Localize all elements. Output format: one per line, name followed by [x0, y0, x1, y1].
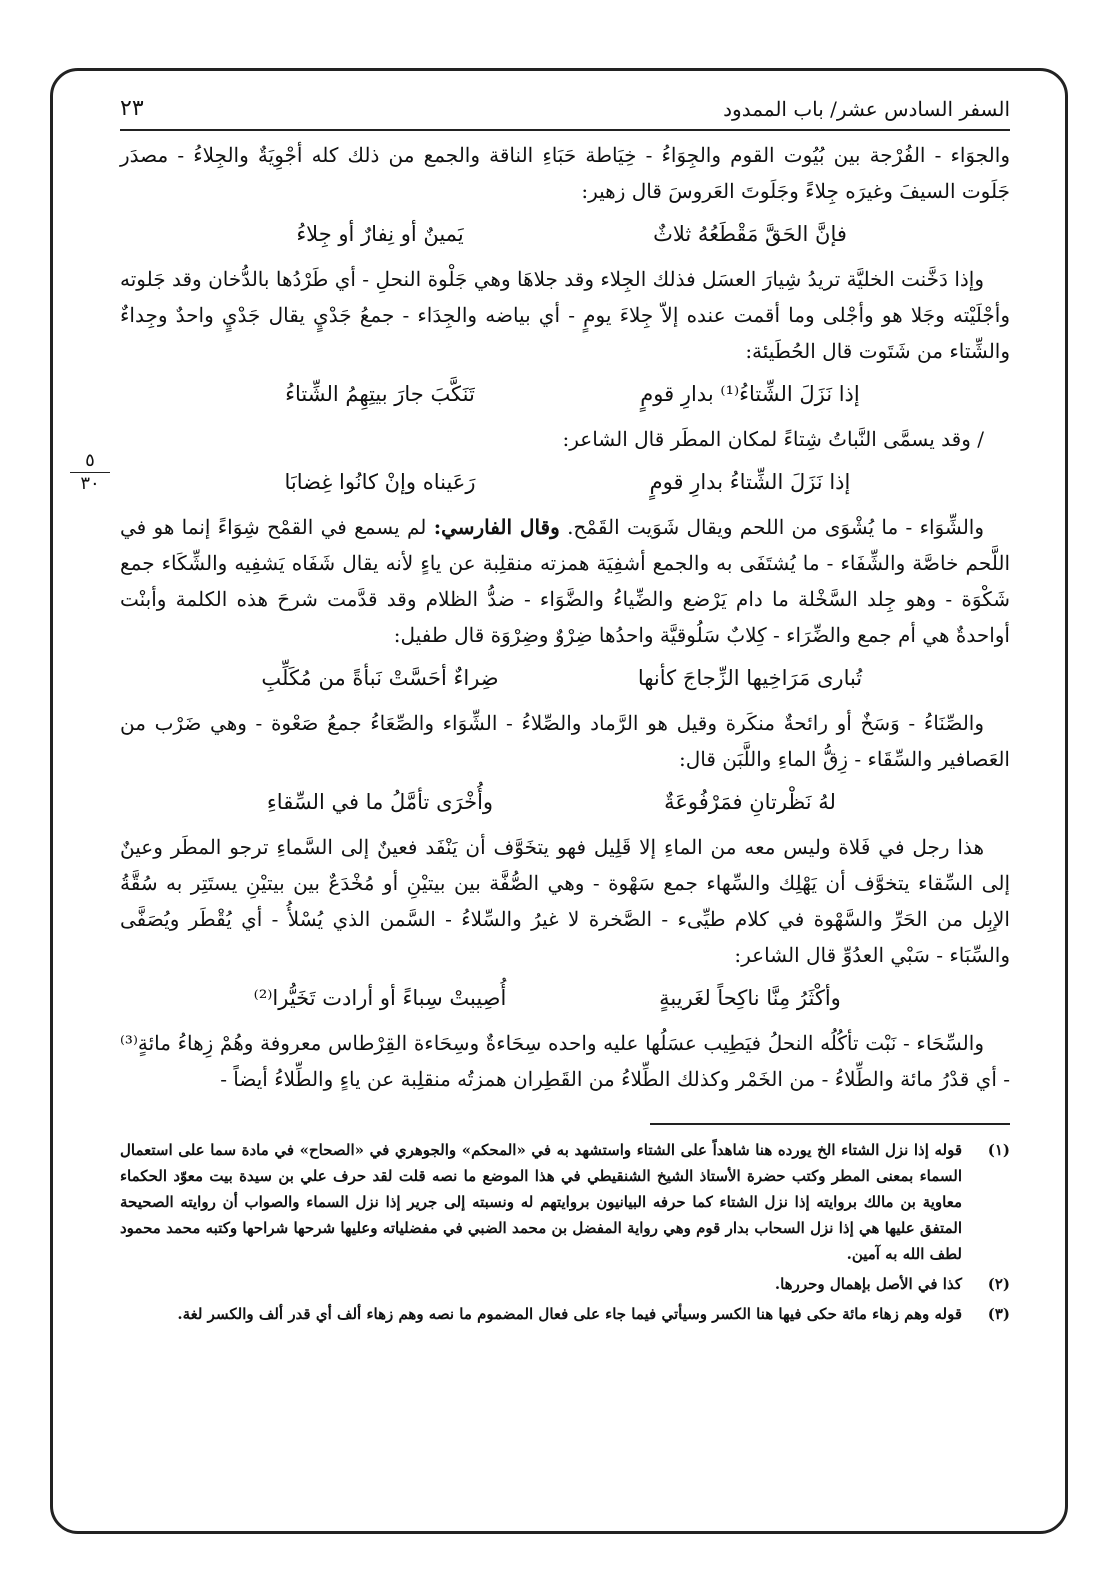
footnotes — [120, 1137, 1010, 1327]
verse-first-hemistich: وأكْثَرُ مِنَّا ناكِحاً لغَريبةٍ — [659, 986, 841, 1010]
verse-second-hemistich: أُصِيبتْ سِباءً أو أرادت تَخَيُّرا⁽²⁾ — [253, 986, 507, 1010]
verse-first-hemistich: تُبارى مَرَاخِيها الزِّجاجَ كأنها — [637, 666, 863, 690]
paragraph: والصِّنَاءُ - وَسَخٌ أو رائحةٌ منكَرة وقيل هو الرَّماد والصِّلاءُ - الشِّوَاء والصِّعَاءُ جمعُ صَعْوة - وهي ضَرْب من العَصافير والسِّقَاء - زِقُّ الماءِ واللَّبَن قال: — [120, 711, 1010, 771]
margin-ref-numerator: ٥ — [70, 450, 110, 473]
cited-author: وقال الفارسي: — [433, 515, 560, 539]
main-text — [120, 137, 1010, 1097]
page-header — [120, 96, 1010, 131]
footnote-text: كذا في الأصل بإهمال وحررها. — [774, 1275, 962, 1293]
verse — [120, 781, 1010, 823]
margin-page-reference — [70, 450, 110, 495]
footnote-marker: (١) — [987, 1141, 1010, 1159]
footnote-marker: (٣) — [987, 1305, 1010, 1323]
verse-second-hemistich: رَعَيناه وإنْ كانُوا غِضابَا — [284, 470, 476, 494]
paragraph: والسِّحَاء - نَبْت تأكُلُه النحلُ فيَطِيب عسَلُها عليه واحده سِحَاءةٌ وسِحَاءة القِرْطاس معروفة وهُمْ زِهاءُ مائةٍ⁽³⁾ - أي قدْرُ مائة والطِّلاءُ - من الخَمْر وكذلك الطِّلاءُ من القَطِران همزتُه منقلِبة عن ياءٍ والطِّلاءُ أيضاً - — [120, 1031, 1010, 1091]
verse — [120, 461, 1010, 503]
verse — [120, 213, 1010, 255]
paragraph: هذا رجل في فَلاة وليس معه من الماءِ إلا قَلِيل فهو يتخَوَّف أن يَنْفَد فعينٌ إلى السَّماءِ ترجو المطَر وعينٌ إلى السِّقاء يتخوَّف أن يَهْلِك والسِّهاء جمع سَهْوة - وهي الصُّفَّة بين بيتيْنِ أو مُخْدَعٌ بين بيتيْنِ يستَتِر به سُقَّةُ الإبِل من الحَرِّ والسَّهْوة في كلام طيِّىء - الصَّخرة لا غيرُ والسِّلاءُ - السَّمن الذي يُسْلأُ - أي يُقْطَر ويُصَفَّى والسِّبَاء - سَبْي العدُوِّ قال الشاعر: — [120, 835, 1010, 967]
verse — [120, 977, 1010, 1019]
running-title: السفر السادس عشر/ باب الممدود — [723, 97, 1010, 121]
verse-first-hemistich: إذا نَزَلَ الشِّتاءُ⁽¹⁾ بدارِ قومٍ — [640, 382, 860, 406]
verse-second-hemistich: ضِراءٌ أحَسَّتْ نَبأةً من مُكَلِّبِ — [261, 666, 499, 690]
verse-second-hemistich: تَنَكَّبَ جارَ بيتِهِمُ الشِّتاءُ — [285, 382, 475, 406]
paragraph — [120, 509, 1010, 653]
margin-ref-denominator: ٣٠ — [80, 473, 100, 494]
footnote-marker: (٢) — [987, 1275, 1010, 1293]
footnote — [120, 1271, 1010, 1297]
footnote-text: قوله إذا نزل الشتاء الخ يورده هنا شاهداً على الشتاء واستشهد به في «المحكم» والجوهري في «الصحاح» في مادة سما على استعمال السماء بمعنى المطر وكتب حضرة الأستاذ الشيخ الشنقيطي في هذا الموضع ما نصه قلت لقد حرف علي بن سيدة بيت معوّد الحكماء معاوية بن مالك بروايته إذا نزل الشتاء كما حرفه البيانيون بروايتهم له ونسبته إلى جرير إذا نزل السماء والصواب أن روايته الصحيحة المتفق عليها هي إذا نزل السحاب بدار قوم وهي رواية المفضل بن محمد الضبي في مفضلياته وعليها شرحها شراحها وكتبه محمد محمود لطف الله به آمين. — [120, 1141, 962, 1263]
verse-second-hemistich: وأُخْرَى تأمَّلُ ما في السِّقاءِ — [266, 790, 494, 814]
verse — [120, 657, 1010, 699]
paragraph: وإذا دَخَّنت الخليَّة تريدُ شِيارَ العسَل فذلك الجِلاء وقد جلاهَا وهي جَلْوة النحلِ - أي طَرْدُها بالدُّخان وقد جَلوته وأجْلَيْته وجَلا هو وأجْلى وما أقمت عنده إلاّ جِلاءَ يومٍ - أي بياضه والجِدَاء - جمعُ جَدْيٍ يقال جَدْيٍ واحدٌ وجِداءٌ والشِّتاء من شَتَوت قال الحُطَيئة: — [120, 267, 1010, 363]
paragraph-text: والشِّوَاء - ما يُشْوَى من اللحم ويقال شَوَيت القَمْح. — [567, 515, 985, 539]
verse-first-hemistich: فإنَّ الحَقَّ مَقْطَعُهُ ثلاثٌ — [653, 222, 847, 246]
footnote — [120, 1137, 1010, 1267]
paragraph: / وقد يسمَّى النَّباتُ شِتاءً لمكان المطَر قال الشاعر: — [562, 427, 984, 451]
verse — [120, 373, 1010, 415]
footnote-text: قوله وهم زهاء مائة حكى فيها هنا الكسر وسيأتي فيما جاء على فعال المضموم ما نصه وهم زهاء ألف أي قدر ألف والكسر لغة. — [177, 1305, 962, 1323]
footnote — [120, 1301, 1010, 1327]
verse-first-hemistich: إذا نَزَلَ الشِّتاءُ بدارِ قومٍ — [649, 470, 851, 494]
paragraph: والجوَاء - الفُرْجة بين بُيُوت القوم والجِوَاءُ - خِيَاطة حَبَاءِ الناقة والجمع من ذلك كله أجْوِيَةٌ والجِلاءُ - مصدَر جَلَوت السيفَ وغيرَه جِلاءً وجَلَوتَ العَروسَ قال زهير: — [120, 143, 1010, 203]
verse-second-hemistich: يَمينٌ أو نِفارٌ أو جِلاءُ — [296, 222, 464, 246]
page — [120, 96, 1010, 1516]
footnote-separator — [650, 1123, 1010, 1125]
verse-first-hemistich: لهُ نَظْرتانِ فمَرْفُوعَةٌ — [664, 790, 836, 814]
page-number: ٢٣ — [120, 96, 144, 121]
paragraph-text: لم يسمع في القمْح شِوَاءً إنما هو في اللَّحم خاصَّة والشِّفَاء - ما يُشتَفَى به والجمع أشفِيَة همزته منقلِبة عن ياءٍ لأنه يقال شَفَاه يَشفِيه والشِّكَاء جمع شَكْوَة - وهو جِلد السَّخْلة ما دام يَرْضع والضِّياءُ والضَّوَاء - ضدُّ الظلام وقد قدَّمت شرحَ هذه الكلمة وأبنْت أواحدةٌ هي أم جمع والضِّرَاء - كِلابٌ سَلُوقيَّة واحدُها ضِرْوٌ وضِرْوَة قال طفيل: — [120, 515, 1010, 647]
